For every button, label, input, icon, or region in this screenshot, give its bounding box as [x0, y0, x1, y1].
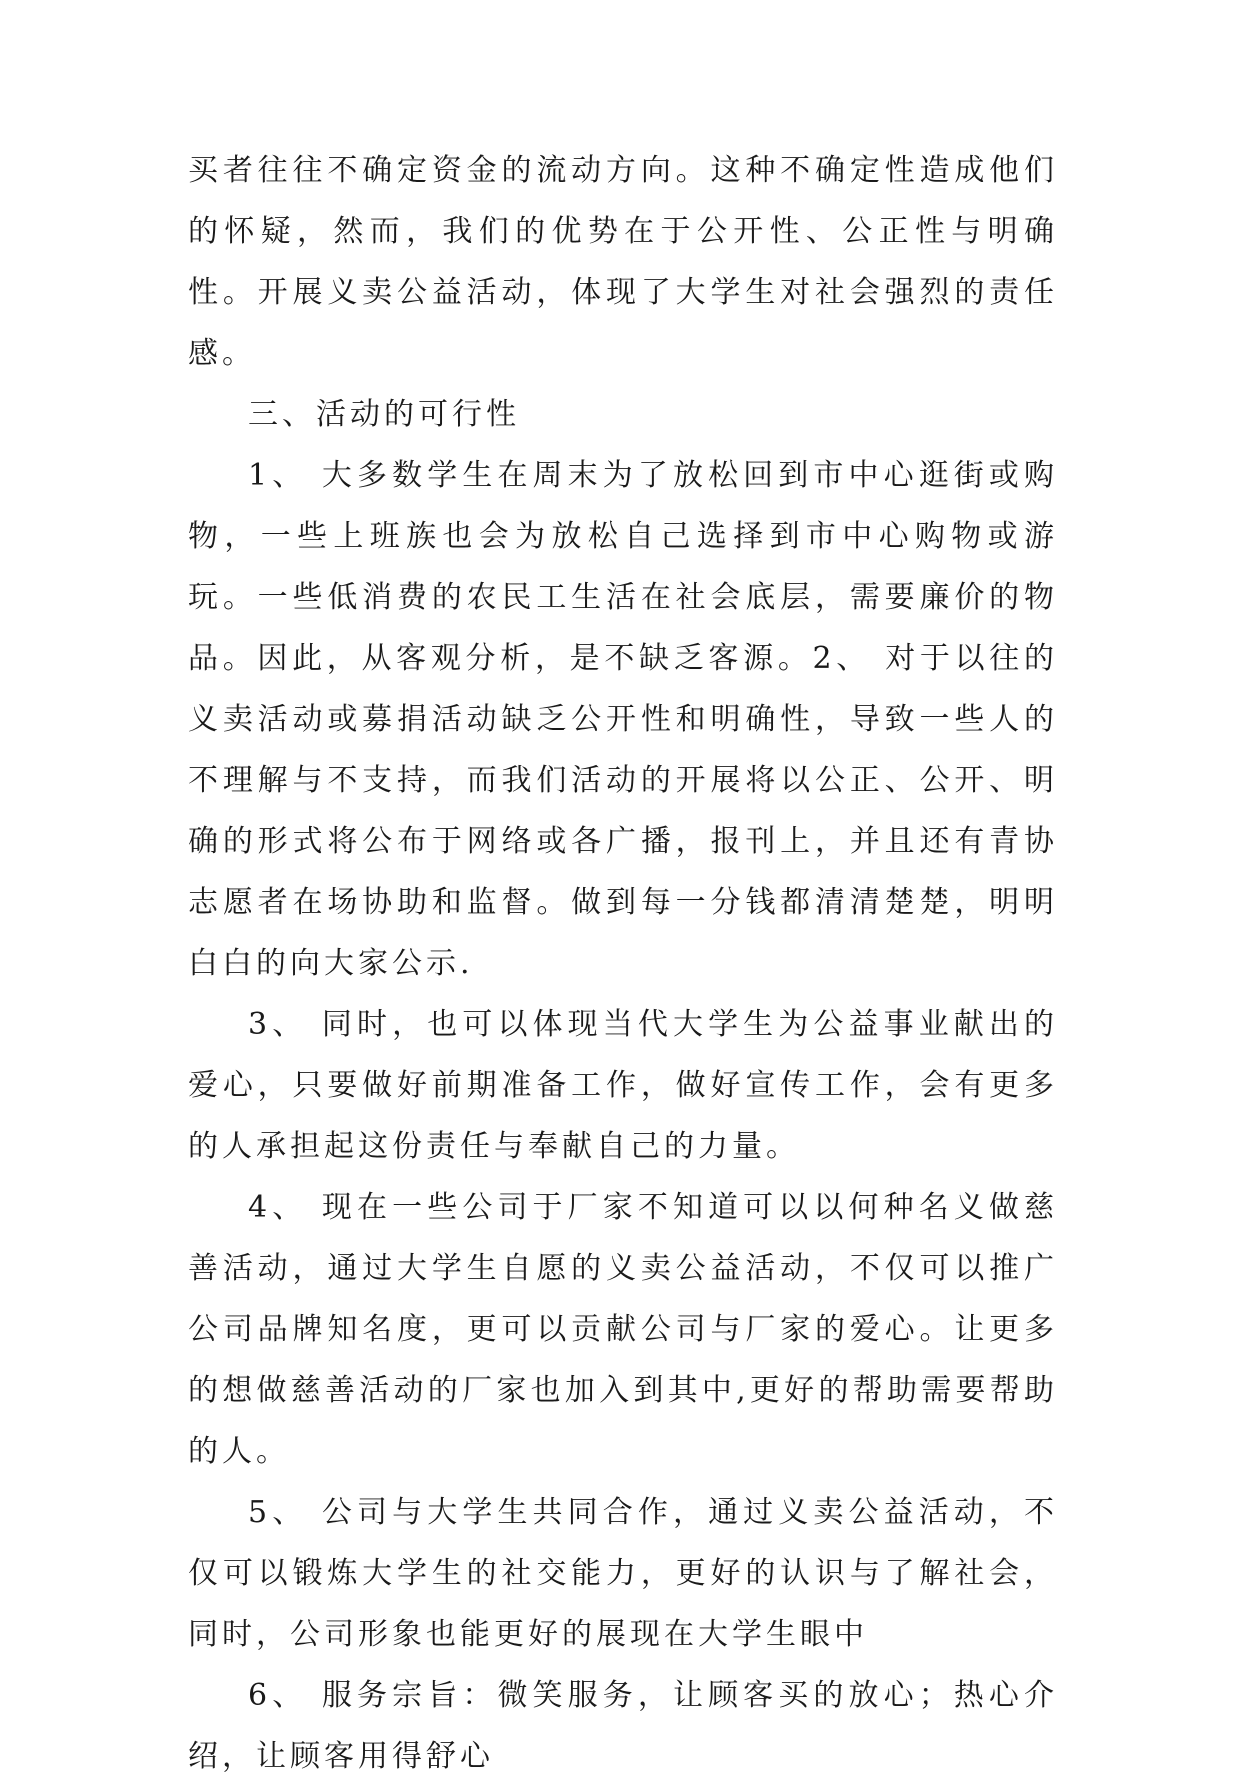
paragraph-item-3: 3、 同时，也可以体现当代大学生为公益事业献出的爱心，只要做好前期准备工作，做好宣传工作，会有更多的人承担起这份责任与奉献自己的力量。	[188, 1007, 1058, 1164]
paragraph-intro: 买者往往不确定资金的流动方向。这种不确定性造成他们的怀疑，然而，我们的优势在于公开性、公正性与明确性。开展义卖公益活动，体现了大学生对社会强烈的责任感。	[188, 153, 1058, 371]
paragraph-item-4: 4、 现在一些公司于厂家不知道可以以何种名义做慈善活动，通过大学生自愿的义卖公益活动，不仅可以推广公司品牌知名度，更可以贡献公司与厂家的爱心。让更多的想做慈善活动的厂家也加入到其中,更好的帮助需要帮助的人。	[188, 1190, 1058, 1469]
paragraph-item-5: 5、 公司与大学生共同合作，通过义卖公益活动，不仅可以锻炼大学生的社交能力，更好的认识与了解社会，同时，公司形象也能更好的展现在大学生眼中	[188, 1495, 1058, 1652]
section-heading-feasibility: 三、活动的可行性	[248, 397, 520, 432]
paragraph-item-6: 6、 服务宗旨：微笑服务，让顾客买的放心；热心介绍，让顾客用得舒心	[188, 1678, 1058, 1774]
body-text	[188, 140, 1058, 1787]
paragraph-item-1-2: 1、 大多数学生在周末为了放松回到市中心逛街或购物，一些上班族也会为放松自己选择到市中心购物或游玩。一些低消费的农民工生活在社会底层，需要廉价的物品。因此，从客观分析，是不缺乏客源。2、 对于以往的义卖活动或募捐活动缺乏公开性和明确性，导致一些人的不理解与不支持，而我们活动的开展将以公正、公开、明确的形式将公布于网络或各广播，报刊上，并且还有青协志愿者在场协助和监督。做到每一分钱都清清楚楚，明明白白的向大家公示.	[188, 458, 1058, 981]
